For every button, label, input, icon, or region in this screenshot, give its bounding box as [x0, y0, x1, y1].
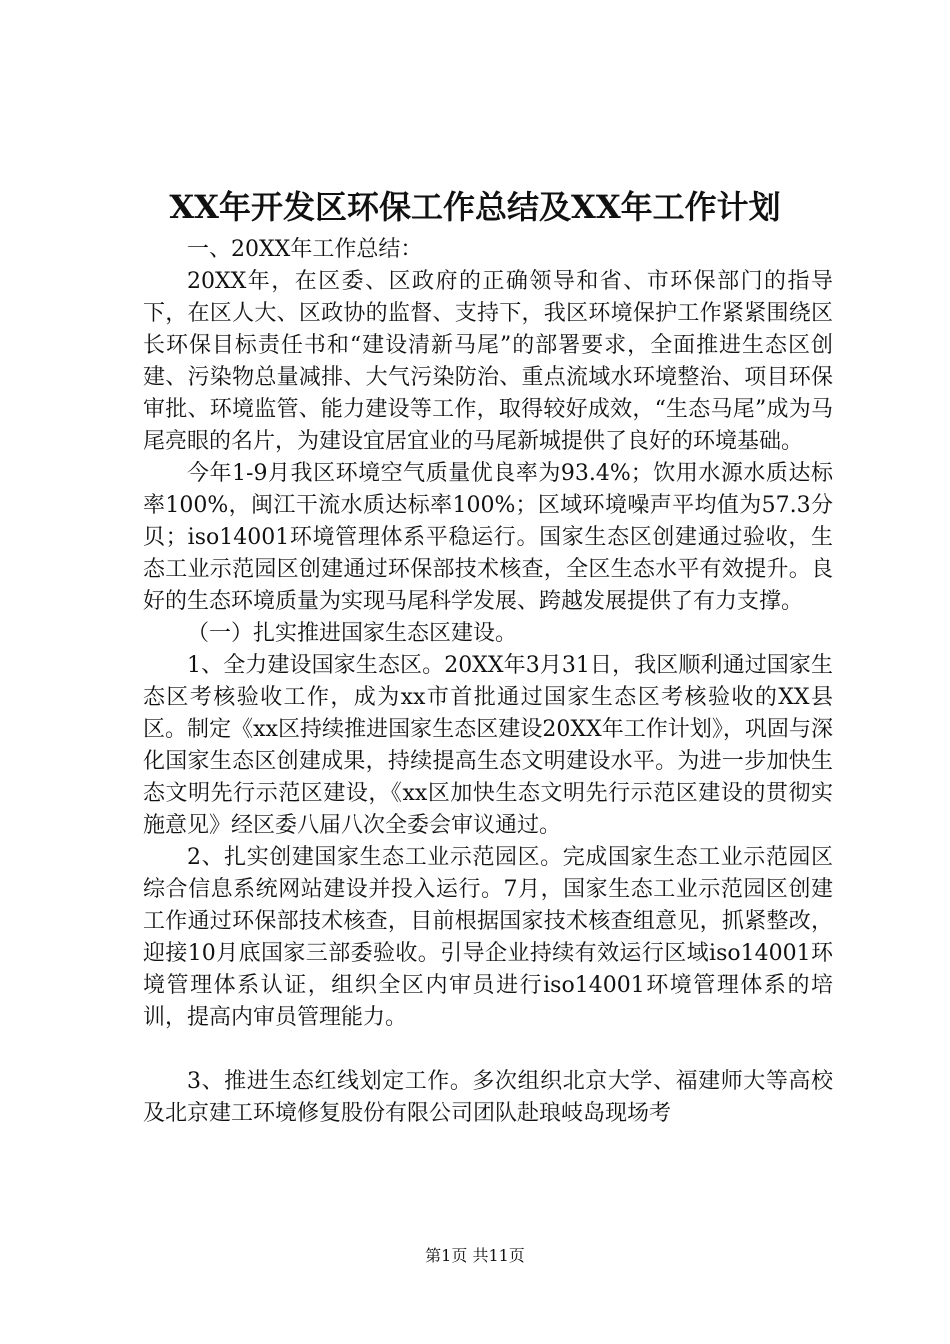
page-footer: 第1页 共11页	[425, 1246, 525, 1265]
paragraph: 3、推进生态红线划定工作。多次组织北京大学、福建师大等高校及北京建工环境修复股份有限公司团队赴琅岐岛现场考	[143, 1069, 833, 1126]
subsection-heading: （一）扎实推进国家生态区建设。	[187, 621, 518, 646]
document-body	[143, 234, 833, 1130]
paragraph: 1、全力建设国家生态区。20XX年3月31日，我区顺利通过国家生态区考核验收工作，成为xx市首批通过国家生态区考核验收的XX县区。制定《xx区持续推进国家生态区建设20XX年工作计划》，巩固与深化国家生态区创建成果，持续提高生态文明建设水平。为进一步加快生态文明先行示范区建设，《xx区加快生态文明先行示范区建设的贯彻实施意见》经区委八届八次全委会审议通过。	[143, 653, 833, 838]
section-heading: 一、20XX年工作总结：	[187, 237, 423, 262]
paragraph: 2、扎实创建国家生态工业示范园区。完成国家生态工业示范园区综合信息系统网站建设并投入运行。7月，国家生态工业示范园区创建工作通过环保部技术核查，目前根据国家技术核查组意见，抓紧整改，迎接10月底国家三部委验收。引导企业持续有效运行区域iso14001环境管理体系认证，组织全区内审员进行iso14001环境管理体系的培训，提高内审员管理能力。	[143, 845, 833, 1030]
document-title: XX年开发区环保工作总结及XX年工作计划	[169, 188, 781, 226]
paragraph: 20XX年，在区委、区政府的正确领导和省、市环保部门的指导下，在区人大、区政协的监督、支持下，我区环境保护工作紧紧围绕区长环保目标责任书和“建设清新马尾”的部署要求，全面推进生态区创建、污染物总量减排、大气污染防治、重点流域水环境整治、项目环保审批、环境监管、能力建设等工作，取得较好成效，“生态马尾”成为马尾亮眼的名片，为建设宜居宜业的马尾新城提供了良好的环境基础。	[143, 269, 833, 454]
paragraph: 今年1-9月我区环境空气质量优良率为93.4%；饮用水源水质达标率100%，闽江干流水质达标率100%；区域环境噪声平均值为57.3分贝；iso14001环境管理体系平稳运行。国家生态区创建通过验收，生态工业示范园区创建通过环保部技术核查，全区生态水平有效提升。良好的生态环境质量为实现马尾科学发展、跨越发展提供了有力支撑。	[143, 461, 833, 614]
